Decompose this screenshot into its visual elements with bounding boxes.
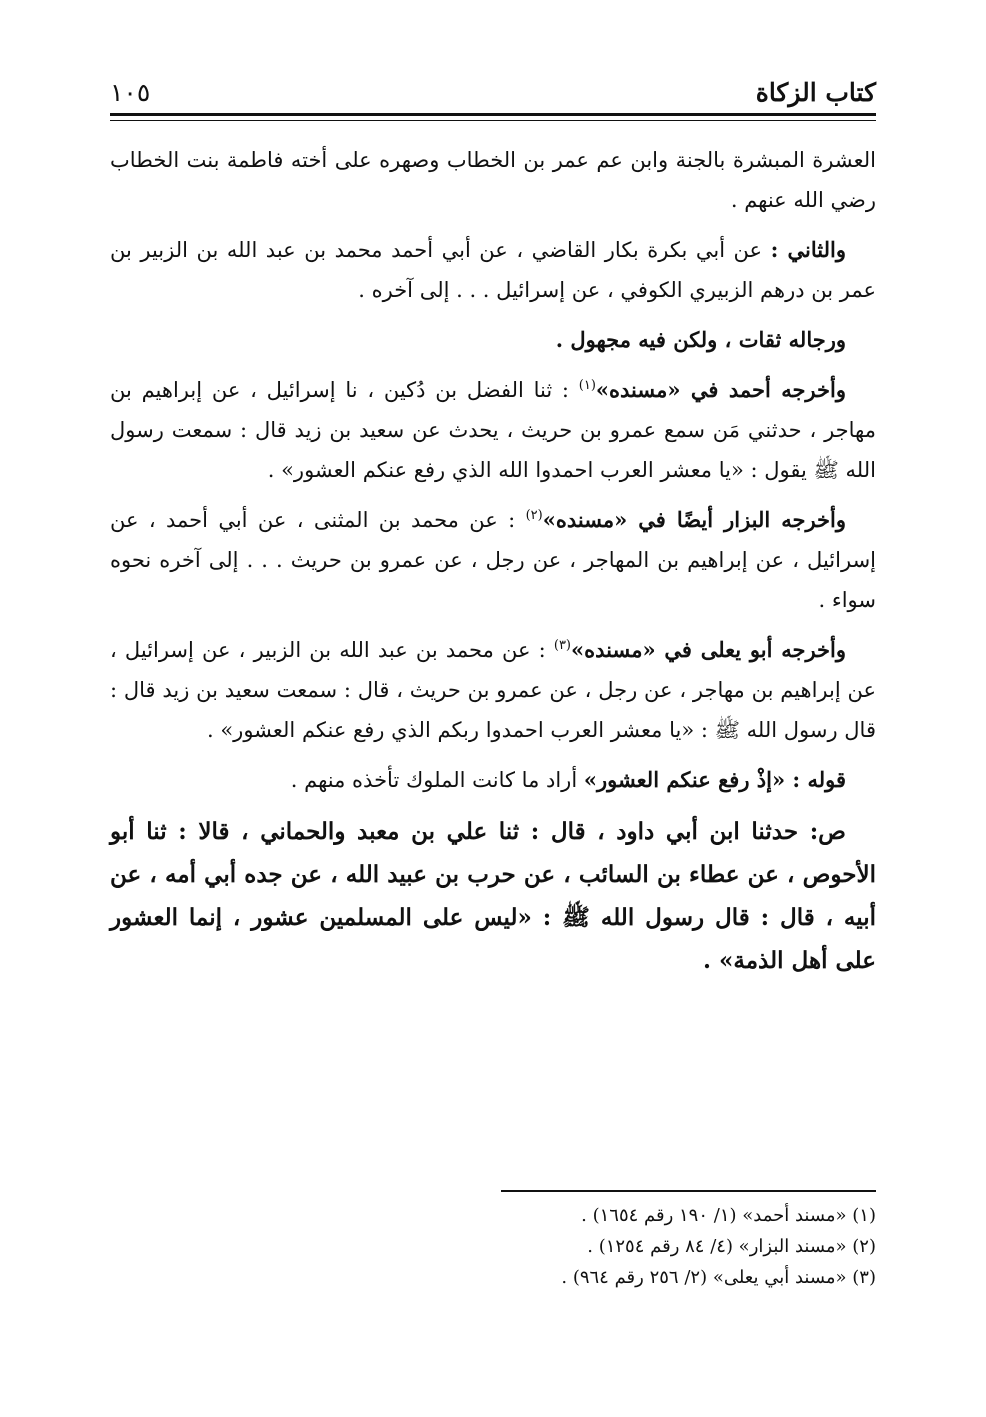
paragraph-4-lead: وأخرجه أحمد في «مسنده» [595, 377, 846, 402]
paragraph-7-lead: قوله : «إذْ رفع عنكم العشور» [583, 767, 846, 792]
running-title: كتاب الزكاة [755, 77, 876, 107]
paragraph-3: ورجاله ثقات ، ولكن فيه مجهول . [555, 327, 846, 352]
paragraph-6: وأخرجه أبو يعلى في «مسنده»$^{(٣)}$ : عن محمد بن عبد الله بن الزبير ، عن إسرائيل ، عن إبراهيم بن مهاجر ، عن رجل ، عن عمرو بن حريث ، قال : سمعت سعيد بن زيد قال : قال رسول الله ﷺ : «يا معشر العرب احمدوا ربكم الذي رفع عنكم العشور» . [110, 637, 876, 742]
footnote-divider [501, 1190, 876, 1192]
footnote-1: (١) «مسند أحمد» (١/ ١٩٠ رقم ١٦٥٤) . [581, 1205, 876, 1226]
paragraph-4: وأخرجه أحمد في «مسنده»$^{(١)}$ : ثنا الفضل بن دُكين ، نا إسرائيل ، عن إبراهيم بن مهاجر ، حدثني مَن سمع عمرو بن حريث ، يحدث عن سعيد بن زيد قال : سمعت رسول الله ﷺ يقول : «يا معشر العرب احمدوا الله الذي رفع عنكم العشور» . [110, 377, 876, 482]
paragraph-5: وأخرجه البزار أيضًا في «مسنده»$^{(٢)}$ : عن محمد بن المثنى ، عن أبي أحمد ، عن إسرائيل ، عن إبراهيم بن المهاجر ، عن رجل ، عن عمرو بن حريث . . . إلى آخره نحوه سواء . [110, 507, 876, 612]
page-body [110, 140, 876, 992]
footnote-3: (٣) «مسند أبي يعلى» (٢/ ٢٥٦ رقم ٩٦٤) . [561, 1267, 876, 1288]
hadith-matn: ص: حدثنا ابن أبي داود ، قال : ثنا علي بن معبد والحماني ، قالا : ثنا أبو الأحوص ، عن عطاء بن السائب ، عن حرب بن عبيد الله ، عن جده أبي أمه ، عن أبيه ، قال : قال رسول الله ﷺ : «ليس على المسلمين عشور ، إنما العشور على أهل الذمة» . [110, 818, 876, 974]
paragraph-1: العشرة المبشرة بالجنة وابن عم عمر بن الخطاب وصهره على أخته فاطمة بنت الخطاب رضي الله عنهم . [110, 148, 876, 212]
footnote-ref-3: (٣) [553, 638, 571, 653]
page-number: ١٠٥ [110, 77, 151, 107]
header-rule-thin [110, 120, 876, 121]
footnote-2: (٢) «مسند البزار» (٤/ ٨٤ رقم ١٢٥٤) . [587, 1236, 876, 1257]
footnote-ref-1: (١) [578, 378, 596, 393]
page-header [110, 72, 876, 112]
paragraph-5-lead: وأخرجه البزار أيضًا في «مسنده» [542, 507, 846, 532]
paragraph-6-lead: وأخرجه أبو يعلى في «مسنده» [571, 637, 846, 662]
paragraph-2: والثاني : عن أبي بكرة بكار القاضي ، عن أبي أحمد محمد بن عبد الله بن الزبير بن عمر بن درهم الزبيري الكوفي ، عن إسرائيل . . . إلى آخره . [110, 237, 876, 302]
footnotes [276, 1200, 876, 1293]
header-rule-thick [110, 113, 876, 116]
footnote-ref-2: (٢) [525, 508, 543, 523]
paragraph-7: قوله : «إذْ رفع عنكم العشور» أراد ما كانت الملوك تأخذه منهم . [290, 767, 846, 792]
paragraph-2-lead: والثاني : [770, 237, 846, 262]
